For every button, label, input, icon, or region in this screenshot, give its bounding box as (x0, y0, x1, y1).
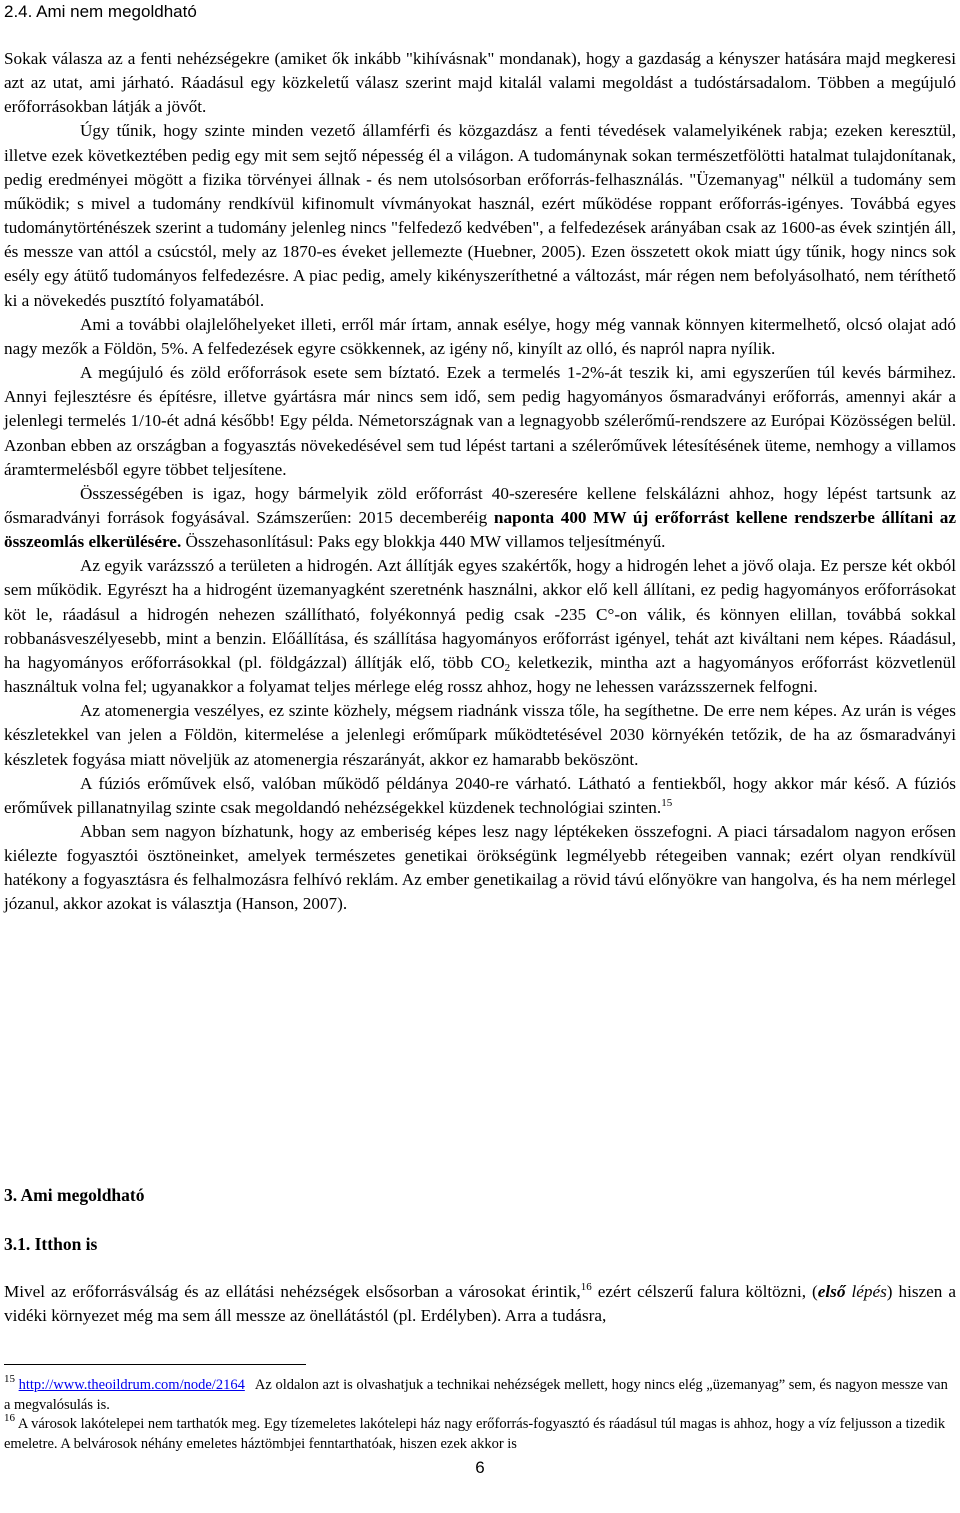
paragraph-10-italic: lépés (845, 1282, 887, 1301)
footnote-15 (4, 1373, 956, 1415)
paragraph-1: Sokak válasza az a fenti nehézségekre (amiket ők inkább "kihívásnak" mondanak), hogy a gazdaság a kényszer hatására majd megkeresi azt az utat, ami járható. Ráadásul egy közkeletű válasz szerint majd kitalál valami megoldást a tudóstársadalom. Többen a megújuló erőforrásokban látják a jövőt. (4, 49, 956, 117)
section-heading-2-4: 2.4. Ami nem megoldható (4, 2, 197, 21)
paragraph-3: Ami a további olajlelőhelyeket illeti, erről már írtam, annak esélye, hogy még vannak könnyen kitermelhető, olcsó olajat adó nagy mezők a Földön, 5%. A felfedezések egyre csökkennek, az igény nő, kinyílt az olló, és napról napra nyílik. (4, 314, 956, 358)
footnote-ref-16[interactable]: 16 (580, 1281, 592, 1293)
paragraph-10-text-b: ezért célszerű falura költözni, ( (591, 1282, 818, 1301)
paragraph-6-text-b: keletkezik, mintha azt a hagyományos erőforrást közvetlenül használtuk volna fel; ugyanakkor a folyamat teljes mérlege elég rossz ahhoz, hogy ne lehessen varázsszernek felfogni. (4, 652, 956, 697)
footnote-15-link[interactable]: http://www.theoildrum.com/node/2164 (18, 1377, 245, 1393)
footnote-separator (4, 1364, 306, 1365)
section-heading-3: 3. Ami megoldható (4, 1185, 145, 1205)
paragraph-2: Úgy tűnik, hogy szinte minden vezető államférfi és közgazdász a fenti tévedések valamelyikének rabja; ezeken keresztül, illetve ezek következtében pedig egy mit sem sejtő népesség él a világon. A tudománynak sokan természetfölötti hatalmat tulajdonítanak, pedig eredményei mögött a fizika törvényei állnak - és nem utolsósorban erőforrás-felhasználás. "Üzemanyag" nélkül a tudomány sem működik; s mivel a tudomány rendkívül kifinomult vívmányokat használ, ezért működése roppant erőforrás-igényes. Továbbá egyes tudománytörténészek szerint a tudomány jelenleg nincs "felfedező kedvében", a felfedezések arányában csak az 1600-as évek szintjén áll, és messze van attól a csúcstól, mely az 1870-es éveket jellemezte (Huebner, 2005). Ezen összetett okok miatt úgy tűnik, hogy nincs sok esély egy átütő tudományos felfedezésre. A piac pedig, amely kikényszeríthetné a változást, már régen nem befolyásolható, nem téríthető ki a növekedés pusztító folyamatából. (4, 121, 956, 310)
paragraph-10-text-c: ) hiszen a vidéki környezet még ma sem áll messze az önellátástól (pl. Erdélyben). Arra a tudásra, (4, 1282, 957, 1326)
section-heading-3-1: 3.1. Itthon is (4, 1234, 98, 1254)
paragraph-5-text-a: Összességében is igaz, hogy bármelyik zöld erőforrást 40-szeresére kellene felskálázni ahhoz, hogy lépést tartsunk az ősmaradványi források fogyásával. Számszerűen: 2015 decemberéig (4, 483, 956, 527)
footnote-ref-15[interactable]: 15 (661, 796, 673, 809)
paragraph-7: Az atomenergia veszélyes, ez szinte közhely, mégsem riadnánk vissza tőle, ha segíthetne. De erre nem képes. Az urán is véges készletekkel van jelen a Földön, kitermelése a jelenlegi erőműpark működtetésével 2030 környékén tetőzik, de ha az ősmaradványi készletek fogyása miatt növeljük az atomenergia részarányát, akkor ez hamarabb beköszönt. (4, 701, 956, 769)
paragraph-4: A megújuló és zöld erőforrások esete sem bíztató. Ezek a termelés 1-2%-át teszik ki, ami egyszerűen túl kevés bármihez. Annyi fejlesztésre és építésre, illetve gyártásra már nincs sem idő, sem pedig hagyományos ősmaradványi erőforrás, amennyi akár a jelenlegi termelés 1/10-ét adná később! Egy példa. Németországnak van a legnagyobb szélerőmű-rendszere az Európai Közösségen belül. Azonban ebben az országban a fogyasztás növekedésével sem tud lépést tartani a szélerőművek létesítésének üteme, nemhogy a villamos áramtermelésből egyre többet teljesítene. (4, 363, 956, 479)
section-3-1-text (4, 1280, 956, 1328)
paragraph-10-text-a: Mivel az erőforrásválság és az ellátási nehézségek elsősorban a városokat érintik, (4, 1282, 581, 1301)
paragraph-5-text-b: Összehasonlításul: Paks egy blokkja 440 MW villamos teljesítményű. (181, 532, 666, 552)
paragraph-10-bold-italic: első (817, 1282, 846, 1301)
paragraph-6 (4, 554, 956, 699)
co2-subscript: 2 (504, 661, 511, 674)
footnote-16-number: 16 (4, 1412, 15, 1425)
paragraph-6-text-a: Az egyik varázsszó a területen a hidrogén. Azt állítják egyes szakértők, hogy a hidrogén lehet a jövő olaja. Ez persze két okból sem működik. Egyrészt ha a hidrogént üzemanyagként szeretnénk használni, akkor elő kell állítani, ez pedig hagyományos erőforrásokat köt le, ráadásul a hidrogén nehezen szállítható, folyékonnyá pedig csak -235 C°-on válik, és könnyen elillan, továbbá sokkal robbanásveszélyesebb, mint a benzin. Előállítása, és szállítása hagyományos erőforrást igényel, tehát azt kiváltani nem képes. Ráadásul, ha hagyományos erőforrásokkal (pl. földgázzal) állítják elő, több CO (4, 556, 956, 672)
main-text (4, 47, 956, 917)
paragraph-5 (4, 482, 956, 554)
paragraph-5-bold: naponta 400 MW új erőforrást kellene rendszerbe állítani az összeomlás elkerülésére. (4, 507, 956, 552)
footnote-15-text: Az oldalon azt is olvashatjuk a technikai nehézségek mellett, hogy nincs elég „üzemanyag” sem, és nagyon messze van a megvalósulás is. (4, 1377, 948, 1413)
footnote-16 (4, 1412, 956, 1454)
footnote-15-number: 15 (4, 1373, 15, 1385)
page-number: 6 (475, 1458, 485, 1477)
paragraph-9: Abban sem nagyon bízhatunk, hogy az emberiség képes lesz nagy léptékeken összefogni. A piaci társadalom nagyon erősen kiélezte fogyasztói ösztöneinket, amelyek természetes genetikai örökségünk legmélyebb rétegeiben vannak; ezért olyan rendkívül hatékony a fogyasztásra és felhalmozásra felhívó reklám. Az ember genetikailag a rövid távú előnyökre van hangolva, és ha nem mérlegel józanul, akkor azokat is választja (Hanson, 2007). (4, 822, 956, 914)
footnotes (4, 1373, 956, 1454)
paragraph-8-text: A fúziós erőművek első, valóban működő példánya 2040-re várható. Látható a fentiekből, hogy akkor már késő. A fúziós erőművek pillanatnyilag szinte csak megoldandó nehézségekkel küzdenek technológiai szinten. (4, 773, 956, 817)
footnote-16-text: A városok lakótelepei nem tarthatók meg. Egy tízemeletes lakótelepi ház nagy erőforrás-fogyasztó és ráadásul túl magas is ahhoz, hogy a víz feljusson a tizedik emeletre. A belvárosok néhány emeletes háztömbjei fenntarthatóak, hiszen ezek akkor is (4, 1416, 946, 1452)
paragraph-10 (4, 1280, 956, 1328)
paragraph-8 (4, 772, 956, 820)
